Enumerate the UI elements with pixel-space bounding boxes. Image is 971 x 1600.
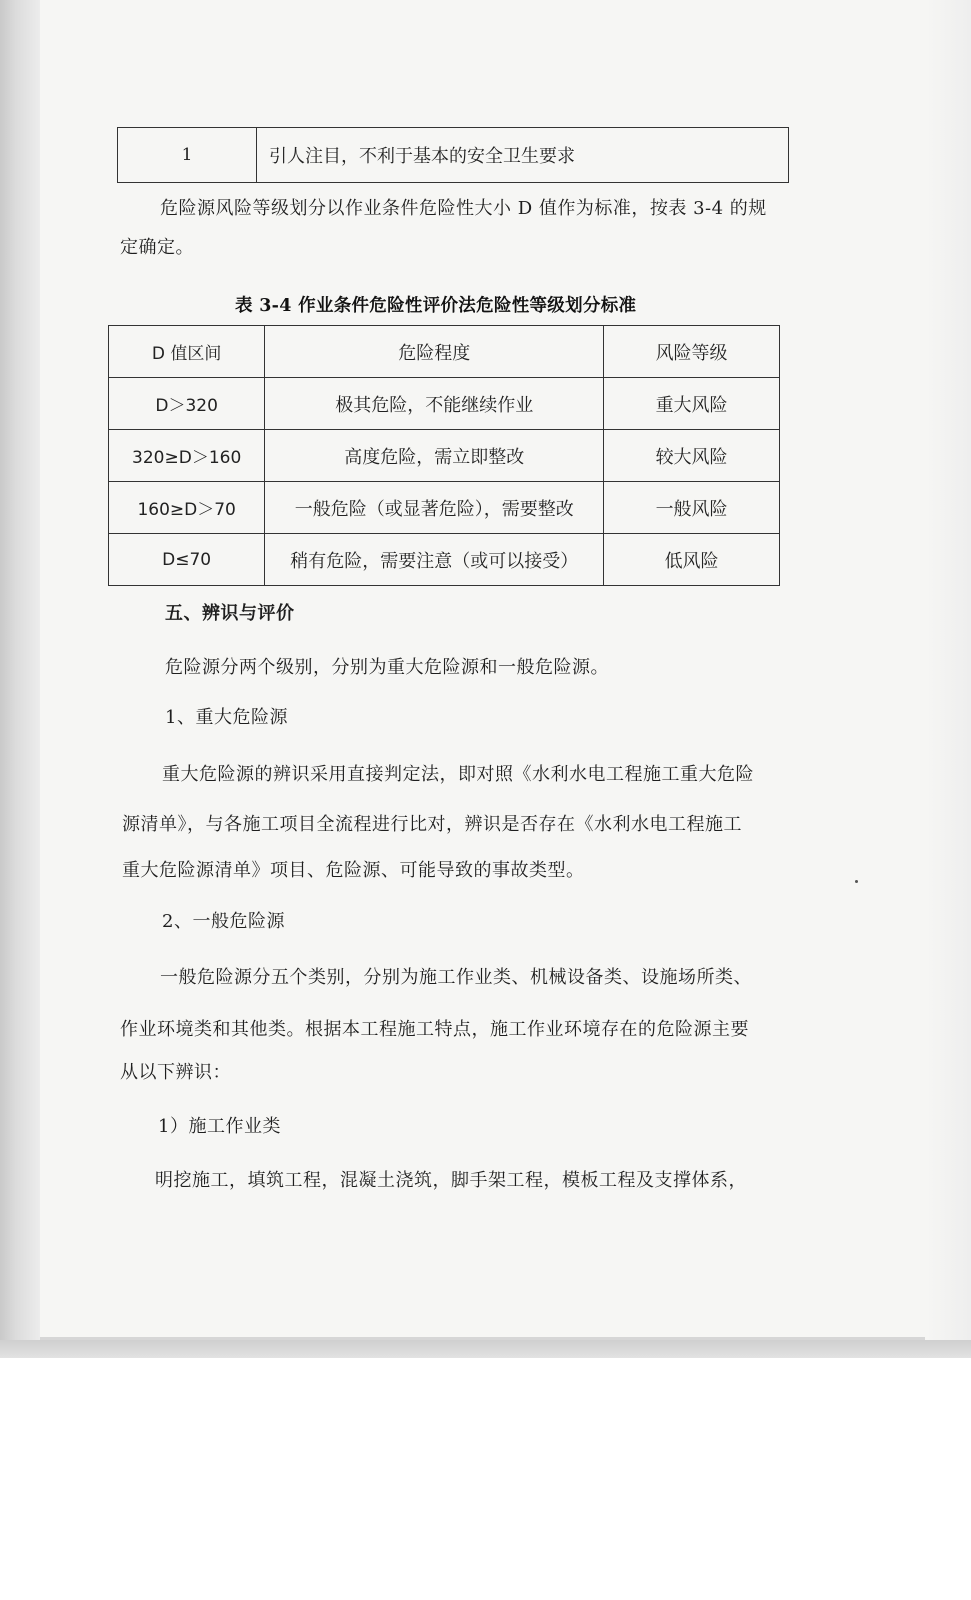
cell-level: 低风险 xyxy=(604,534,780,586)
cell-range: D≤70 xyxy=(109,534,265,586)
paragraph-line: 作业环境类和其他类。根据本工程施工特点，施工作业环境存在的危险源主要 xyxy=(120,1019,749,1040)
intro-line-1: 危险源风险等级划分以作业条件危险性大小 D 值作为标准，按表 3-4 的规 xyxy=(160,198,767,219)
scan-speck xyxy=(855,880,858,883)
table-header-row xyxy=(109,326,780,378)
header-degree: 危险程度 xyxy=(265,326,604,378)
risk-level-table xyxy=(108,325,780,586)
paragraph-line: 明挖施工，填筑工程，混凝土浇筑，脚手架工程，模板工程及支撑体系， xyxy=(155,1170,747,1191)
paragraph-line: 重大危险源的辨识采用直接判定法，即对照《水利水电工程施工重大危险 xyxy=(162,764,754,785)
table-row xyxy=(109,482,780,534)
table-row xyxy=(109,430,780,482)
table-row xyxy=(109,534,780,586)
cell-level: 较大风险 xyxy=(604,430,780,482)
subheading: 1、重大危险源 xyxy=(165,707,288,728)
paper-bottom-edge xyxy=(0,1340,971,1358)
cell-level: 一般风险 xyxy=(604,482,780,534)
cell-range: D＞320 xyxy=(109,378,265,430)
table-row xyxy=(118,128,789,183)
cell-degree: 稍有危险，需要注意（或可以接受） xyxy=(265,534,604,586)
subheading: 2、一般危险源 xyxy=(162,911,285,932)
cell-range: 160≥D＞70 xyxy=(109,482,265,534)
cell-degree: 一般危险（或显著危险），需要整改 xyxy=(265,482,604,534)
table-caption: 表 3-4 作业条件危险性评价法危险性等级划分标准 xyxy=(235,296,637,316)
paragraph: 危险源分两个级别，分别为重大危险源和一般危险源。 xyxy=(165,657,609,678)
header-d-range: D 值区间 xyxy=(109,326,265,378)
cell-degree: 高度危险，需立即整改 xyxy=(265,430,604,482)
cell-level: 重大风险 xyxy=(604,378,780,430)
subheading: 1）施工作业类 xyxy=(158,1116,281,1137)
continued-table xyxy=(117,127,789,183)
table-row xyxy=(109,378,780,430)
paragraph-line: 源清单》，与各施工项目全流程进行比对，辨识是否存在《水利水电工程施工 xyxy=(122,814,742,835)
cell-degree: 极其危险，不能继续作业 xyxy=(265,378,604,430)
paper-right-edge xyxy=(925,0,971,1358)
section-heading: 五、辨识与评价 xyxy=(165,603,295,624)
table-cell-description: 引人注目，不利于基本的安全卫生要求 xyxy=(257,128,789,183)
paragraph-line: 重大危险源清单》项目、危险源、可能导致的事故类型。 xyxy=(122,860,585,881)
paragraph-line: 一般危险源分五个类别，分别为施工作业类、机械设备类、设施场所类、 xyxy=(160,967,752,988)
table-cell-level: 1 xyxy=(118,128,257,183)
scan-left-shadow xyxy=(0,0,40,1358)
header-risk-level: 风险等级 xyxy=(604,326,780,378)
paragraph-line: 从以下辨识： xyxy=(120,1062,231,1083)
intro-line-2: 定确定。 xyxy=(120,237,194,258)
cell-range: 320≥D＞160 xyxy=(109,430,265,482)
